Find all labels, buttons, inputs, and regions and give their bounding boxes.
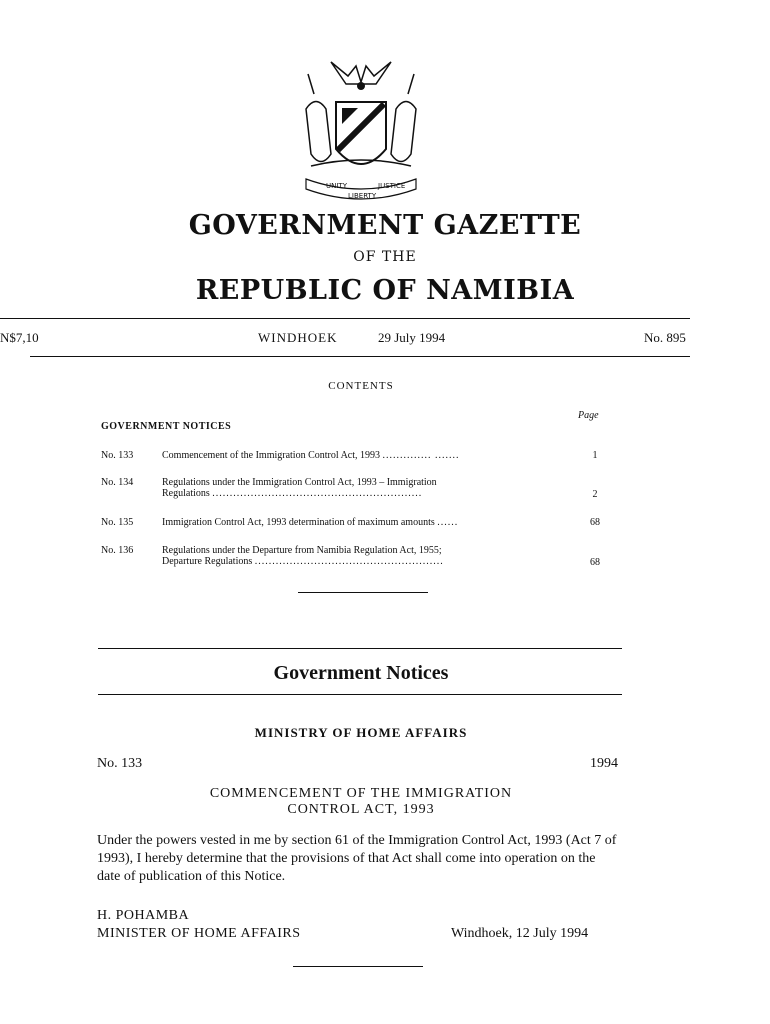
gazette-of-the: OF THE xyxy=(353,249,417,265)
toc-item-number: No. 136 xyxy=(101,545,134,556)
issue-number: No. 895 xyxy=(644,330,686,345)
notice-title xyxy=(0,786,722,818)
notice-number: No. 133 xyxy=(97,756,143,771)
contents-section-heading: GOVERNMENT NOTICES xyxy=(101,421,232,432)
toc-item-title: Immigration Control Act, 1993 determination of maximum amounts xyxy=(162,517,435,528)
toc-item-number: No. 133 xyxy=(101,450,134,461)
gazette-title: GOVERNMENT GAZETTE xyxy=(188,210,582,241)
toc-leader: ............................................................ xyxy=(212,488,423,499)
toc-item-text xyxy=(162,545,558,567)
signatory-name: H. POHAMBA xyxy=(97,908,190,923)
toc-item-title: Regulations under the Immigration Control Act, 1993 – Immigration xyxy=(162,477,437,488)
svg-text:JUSTICE: JUSTICE xyxy=(378,182,406,190)
notice-year: 1994 xyxy=(590,756,618,771)
svg-text:LIBERTY: LIBERTY xyxy=(348,192,377,200)
masthead-rule-bottom xyxy=(30,356,690,357)
toc-item-title: Commencement of the Immigration Control Act, 1993 xyxy=(162,450,381,461)
toc-item-page: 1 xyxy=(592,450,598,461)
signatory-title: MINISTER OF HOME AFFAIRS xyxy=(97,926,301,941)
toc-item-page: 68 xyxy=(590,557,600,568)
ministry-heading: MINISTRY OF HOME AFFAIRS xyxy=(254,725,468,740)
toc-leader: ...................................................... xyxy=(254,556,444,567)
contents-heading: CONTENTS xyxy=(328,380,394,392)
toc-leader: ...... xyxy=(437,517,459,528)
toc-item-title-cont: Departure Regulations xyxy=(162,556,253,567)
issue-place: WINDHOEK xyxy=(258,330,338,345)
notice-title-line2: CONTROL ACT, 1993 xyxy=(287,802,435,817)
toc-item-number: No. 135 xyxy=(101,517,134,528)
toc-item-number: No. 134 xyxy=(101,477,134,488)
toc-item-text xyxy=(162,450,558,461)
gazette-republic: REPUBLIC OF NAMIBIA xyxy=(195,275,575,306)
issue-date: 29 July 1994 xyxy=(378,330,446,345)
toc-item-text xyxy=(162,517,558,528)
contents-end-rule xyxy=(298,592,428,593)
masthead-rule-top xyxy=(0,318,690,319)
toc-item-title: Regulations under the Departure from Namibia Regulation Act, 1955; xyxy=(162,545,442,556)
toc-item-page: 2 xyxy=(592,489,598,500)
toc-item-title-cont: Regulations xyxy=(162,488,210,499)
toc-leader: .............. ....... xyxy=(382,450,460,461)
notices-heading: Government Notices xyxy=(273,662,449,684)
toc-item-page: 68 xyxy=(590,517,600,528)
notice-body: Under the powers vested in me by section 61 of the Immigration Control Act, 1993 (Act 7 of 1993), I hereby determine that the provisions of that Act shall come into operation on the date of publication of this Notice. xyxy=(97,833,617,884)
toc-item-text xyxy=(162,477,558,499)
signature-place-date: Windhoek, 12 July 1994 xyxy=(451,926,589,941)
notice-title-line1: COMMENCEMENT OF THE IMMIGRATION xyxy=(209,786,513,801)
notices-rule-top xyxy=(98,648,622,649)
svg-text:UNITY: UNITY xyxy=(326,182,347,190)
contents-page-label: Page xyxy=(578,410,599,421)
notices-rule-bottom xyxy=(98,694,622,695)
issue-price: N$7,10 xyxy=(0,330,39,345)
coat-of-arms-emblem xyxy=(286,54,436,204)
notice-end-rule xyxy=(293,966,423,967)
